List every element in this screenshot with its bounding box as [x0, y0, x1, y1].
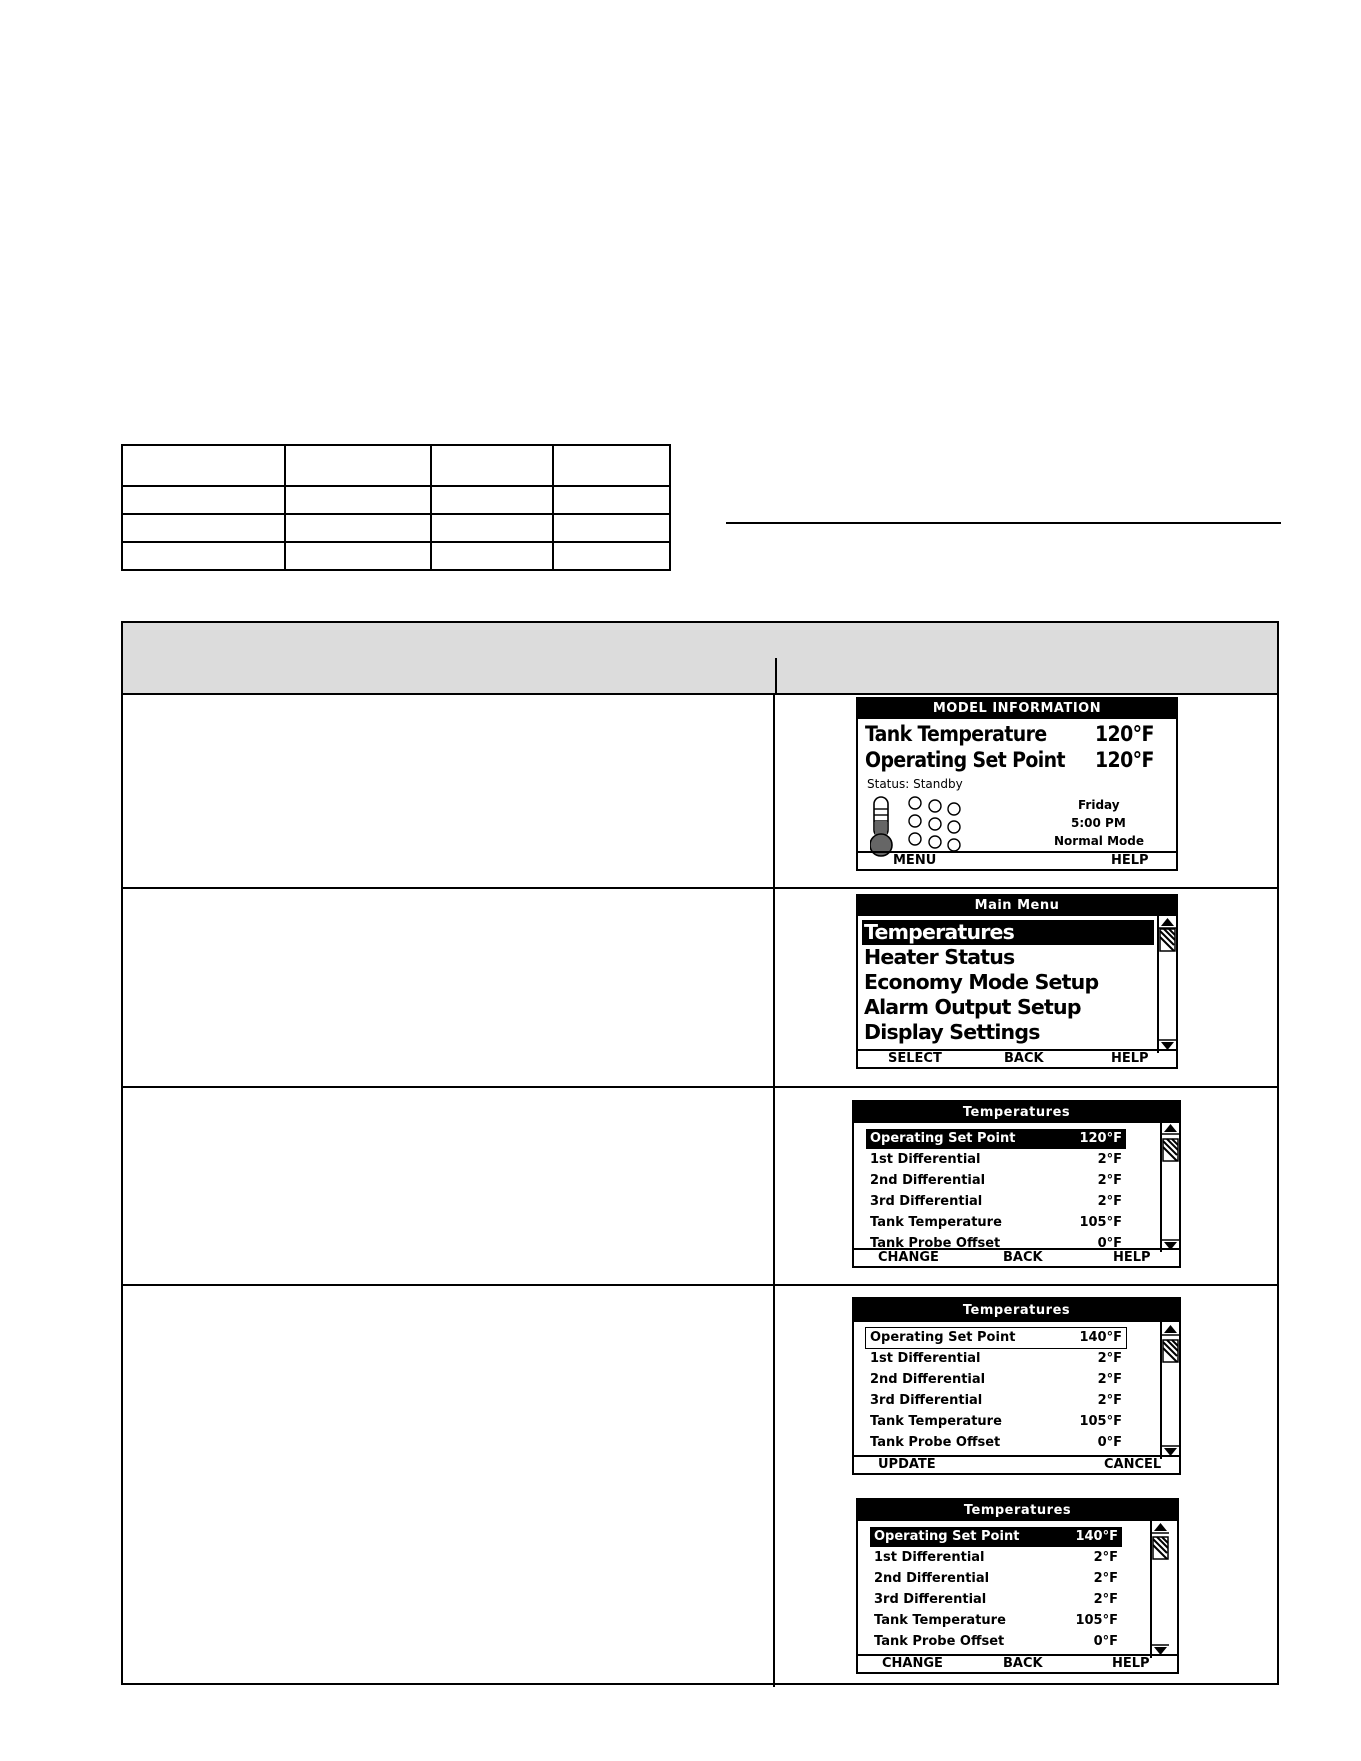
menu-softkey[interactable]: MENU	[893, 853, 937, 868]
lcd-main-menu	[856, 894, 1178, 1069]
row-tank-temperature[interactable]: Tank Temperature 105°F	[870, 1414, 1122, 1429]
row-tank-temperature[interactable]: Tank Temperature 105°F	[870, 1215, 1122, 1230]
change-softkey[interactable]: CHANGE	[882, 1656, 943, 1671]
lcd-title: Main Menu	[858, 896, 1176, 916]
back-softkey[interactable]: BACK	[1003, 1250, 1043, 1265]
row-3rd-differential[interactable]: 3rd Differential 2°F	[870, 1194, 1122, 1209]
row-2nd-differential[interactable]: 2nd Differential 2°F	[870, 1173, 1122, 1188]
lcd-footer	[854, 1455, 1179, 1473]
scrollbar[interactable]	[1150, 1521, 1169, 1658]
row-1st-differential[interactable]: 1st Differential 2°F	[870, 1152, 1122, 1167]
instructions-column	[123, 695, 775, 1687]
back-softkey[interactable]: BACK	[1003, 1656, 1043, 1671]
row-divider	[123, 887, 1277, 889]
update-softkey[interactable]: UPDATE	[878, 1457, 936, 1472]
lcd-title: Temperatures	[854, 1102, 1179, 1123]
time-text: 5:00 PM	[1071, 816, 1126, 830]
lcd-title: Temperatures	[858, 1500, 1177, 1521]
row-operating-set-point[interactable]: Operating Set Point 140°F	[870, 1527, 1122, 1547]
lcd-title: Temperatures	[854, 1299, 1179, 1322]
scroll-up-arrow-icon	[1161, 918, 1174, 926]
scroll-up-arrow-icon	[1164, 1124, 1177, 1132]
table-header	[123, 623, 1277, 660]
help-softkey[interactable]: HELP	[1112, 1656, 1150, 1671]
row-divider	[123, 1086, 1277, 1088]
lcd-temperatures-updated	[856, 1498, 1179, 1674]
table-cell	[285, 514, 431, 542]
row-3rd-differential[interactable]: 3rd Differential 2°F	[870, 1393, 1122, 1408]
lcd-model-information	[856, 697, 1178, 871]
column-header-instructions	[123, 658, 777, 695]
table-cell	[122, 542, 285, 570]
scrollbar[interactable]	[1160, 1123, 1179, 1252]
row-divider	[123, 1284, 1277, 1286]
status-text: Status: Standby	[867, 777, 963, 791]
lcd-title: MODEL INFORMATION	[858, 699, 1176, 719]
lcd-temperatures	[852, 1100, 1181, 1268]
change-softkey[interactable]: CHANGE	[878, 1250, 939, 1265]
table-cell	[122, 445, 285, 486]
table-cell	[285, 486, 431, 514]
scroll-up-arrow-icon	[1154, 1523, 1167, 1531]
scrollbar[interactable]	[1157, 916, 1176, 1053]
table-cell	[553, 445, 670, 486]
help-softkey[interactable]: HELP	[1111, 853, 1149, 868]
table-cell	[553, 514, 670, 542]
back-softkey[interactable]: BACK	[1004, 1051, 1044, 1066]
menu-item-heater-status[interactable]: Heater Status	[864, 945, 1015, 969]
help-softkey[interactable]: HELP	[1111, 1051, 1149, 1066]
help-softkey[interactable]: HELP	[1113, 1250, 1151, 1265]
table-cell	[122, 486, 285, 514]
signature-line	[726, 522, 1281, 524]
row-operating-set-point[interactable]: Operating Set Point 120°F	[866, 1129, 1126, 1149]
table-cell	[431, 514, 553, 542]
column-header-display	[777, 658, 1277, 695]
table-cell	[553, 542, 670, 570]
row-3rd-differential[interactable]: 3rd Differential 2°F	[874, 1592, 1118, 1607]
set-point-value: 120°F	[1095, 748, 1154, 772]
table-cell	[553, 486, 670, 514]
row-2nd-differential[interactable]: 2nd Differential 2°F	[870, 1372, 1122, 1387]
menu-item-display-settings[interactable]: Display Settings	[864, 1020, 1040, 1044]
empty-reference-table	[121, 444, 671, 571]
select-softkey[interactable]: SELECT	[888, 1051, 942, 1066]
lcd-footer	[858, 851, 1176, 869]
table-cell	[431, 542, 553, 570]
tank-temperature-label: Tank Temperature	[865, 722, 1047, 746]
table-cell	[122, 514, 285, 542]
table-cell	[431, 445, 553, 486]
row-2nd-differential[interactable]: 2nd Differential 2°F	[874, 1571, 1118, 1586]
lcd-temperatures-edit	[852, 1297, 1181, 1475]
row-tank-temperature[interactable]: Tank Temperature 105°F	[874, 1613, 1118, 1628]
procedure-table	[121, 621, 1279, 1685]
row-operating-set-point-editing[interactable]: Operating Set Point 140°F	[866, 1328, 1126, 1348]
scrollbar[interactable]	[1160, 1322, 1179, 1459]
menu-item-economy-mode-setup[interactable]: Economy Mode Setup	[864, 970, 1099, 994]
set-point-label: Operating Set Point	[865, 748, 1065, 772]
table-cell	[285, 445, 431, 486]
table-cell	[431, 486, 553, 514]
scroll-up-arrow-icon	[1164, 1325, 1177, 1333]
row-tank-probe-offset[interactable]: Tank Probe Offset 0°F	[874, 1634, 1118, 1649]
mode-text: Normal Mode	[1054, 834, 1145, 848]
status-indicator-circles	[906, 795, 976, 857]
tank-temperature-value: 120°F	[1095, 722, 1154, 746]
lcd-footer	[858, 1654, 1177, 1672]
day-text: Friday	[1078, 798, 1120, 812]
row-tank-probe-offset[interactable]: Tank Probe Offset 0°F	[870, 1435, 1122, 1450]
lcd-footer	[858, 1049, 1176, 1067]
row-1st-differential[interactable]: 1st Differential 2°F	[870, 1351, 1122, 1366]
table-cell	[285, 542, 431, 570]
row-1st-differential[interactable]: 1st Differential 2°F	[874, 1550, 1118, 1565]
row-tank-probe-offset[interactable]: Tank Probe Offset 0°F	[870, 1236, 1122, 1251]
cancel-softkey[interactable]: CANCEL	[1104, 1457, 1162, 1472]
menu-item-alarm-output-setup[interactable]: Alarm Output Setup	[864, 995, 1081, 1019]
lcd-footer	[854, 1248, 1179, 1266]
menu-item-temperatures[interactable]: Temperatures	[862, 920, 1154, 945]
